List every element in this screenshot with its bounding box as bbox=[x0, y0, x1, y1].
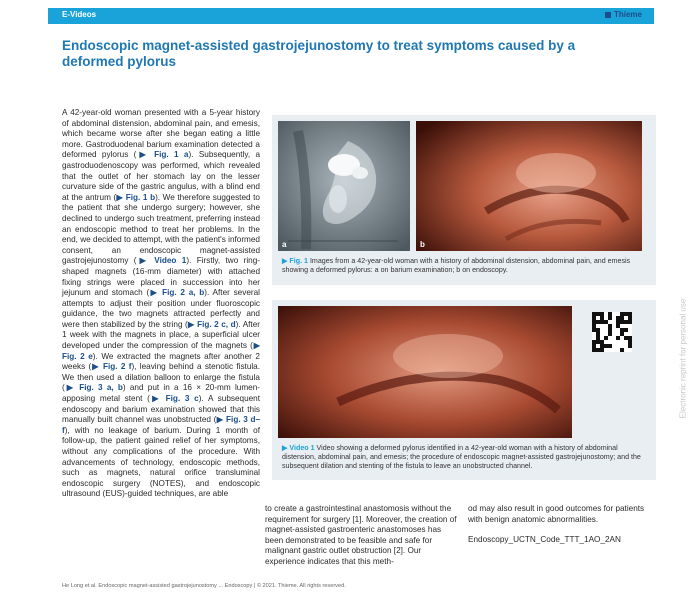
figure-reference-link[interactable]: ▶ Video 1 bbox=[136, 256, 187, 266]
body-text-segment: ). Subsequently, a gastroduodenoscopy was performed, which revealed that the outlet of her stomach lay on the lesser curvature side of the gastric angulus, with a blind end at the antrum ( bbox=[62, 150, 260, 202]
figure-1-caption-label: ▶ Fig. 1 bbox=[282, 257, 308, 265]
body-text-segment: ). A subsequent endoscopy and barium examination showed that this manually built channel was unobstructed ( bbox=[62, 394, 261, 425]
publisher-logo bbox=[605, 10, 642, 19]
figure-reference-link[interactable]: ▶ Fig. 2 f bbox=[91, 362, 132, 372]
figure-reference-link[interactable]: ▶ Fig. 3 c bbox=[149, 394, 199, 404]
endoscopy-image bbox=[416, 121, 642, 251]
body-text-segment: ) and put in a 16 × 20-mm lumen-apposing metal stent ( bbox=[62, 383, 260, 404]
figure-reference-link[interactable]: ▶ Fig. 2 e bbox=[62, 341, 261, 361]
body-text-column-3 bbox=[468, 504, 658, 546]
body-text-column-1 bbox=[62, 108, 260, 500]
body-text-segment: A 42-year-old woman presented with a 5-year history of abdominal distension, abdominal pain, and emesis, which became worse after she began eating a little more. Gastroduodenal barium examination detected a deformed pylorus ( bbox=[62, 108, 260, 160]
figure-reference-link[interactable]: ▶ Fig. 2 c, d bbox=[187, 319, 236, 329]
figure-reference-link[interactable]: ▶ Fig. 3 d–f bbox=[62, 415, 260, 435]
body-text-column-2: to create a gastrointestinal anastomosis without the requirement for surgery [1]. Moreover, the creation of magnet-assisted gastroenteric anastomoses has been demonstrated to be feasible and safe for malignant gastric outlet obstruction [2]. Our experience indicates that this meth- bbox=[265, 504, 457, 566]
uctn-code: Endoscopy_UCTN_Code_TTT_1AO_2AN bbox=[468, 535, 621, 545]
page-footer: He Long et al. Endoscopic magnet-assisted gastrojejunostomy ... Endoscopy | © 2021. Thieme. All rights reserved. bbox=[62, 583, 346, 589]
thieme-logo-icon bbox=[605, 12, 611, 18]
video-1-caption-text: Video showing a deformed pylorus identified in a 42-year-old woman with a history of abdominal distension, abdominal pain, and emesis; the procedure of endoscopic magnet-assisted gastrojejunostomy; and the subsequent dilation and stenting of the fistula to leave an unobstructed channel. bbox=[282, 444, 641, 470]
section-header-bar bbox=[48, 8, 654, 24]
video-still-image[interactable] bbox=[278, 306, 572, 438]
body-text-segment: ). We therefore suggested to the patient that she undergo surgery; however, she declined to undergo such treatment, preferring instead an endoscopic method to treat her problems. In the end, we decided to attempt, with the patient's informed consent, an endoscopic magnet-assisted gastrojejunostomy ( bbox=[62, 192, 260, 266]
body-text-segment: ). Firstly, two ring-shaped magnets (16-mm diameter) with attached fixing strings were placed in succession into her jejunum and stomach ( bbox=[62, 256, 260, 298]
article-title: Endoscopic magnet-assisted gastrojejunostomy to treat symptoms caused by a deformed pylorus bbox=[62, 38, 576, 69]
barium-xray-image bbox=[278, 121, 410, 251]
publisher-name: Thieme bbox=[613, 10, 642, 19]
figure-1-caption bbox=[282, 257, 650, 275]
figure-reference-link[interactable]: ▶ Fig. 2 a, b bbox=[149, 288, 205, 298]
figure-reference-link[interactable]: ▶ Fig. 1 a bbox=[136, 150, 189, 160]
body-text-segment: ). We extracted the magnets after another 2 weeks ( bbox=[62, 351, 260, 372]
figure-reference-link[interactable]: ▶ Fig. 3 a, b bbox=[64, 383, 123, 393]
figure-1b-label: b bbox=[420, 240, 425, 249]
section-label: E-Videos bbox=[62, 10, 97, 19]
body-text-segment: ). After several attempts to adjust their position under fluoroscopic guidance, the two magnets attracted perfectly and were then stabilized by the string ( bbox=[62, 288, 260, 329]
body-text-segment: ), leaving behind a stenotic fistula. We then used a dilation balloon to enlarge the fistula ( bbox=[62, 362, 261, 393]
video-1-caption-label: ▶ Video 1 bbox=[282, 444, 315, 452]
side-watermark-text: Electronic reprint for personal use bbox=[678, 298, 688, 419]
figure-reference-link[interactable]: ▶ Fig. 1 b bbox=[116, 192, 156, 202]
body-text-conclusion: od may also result in good outcomes for patients with benign anatomic abnormalities. bbox=[468, 504, 645, 524]
video-1-caption bbox=[282, 444, 650, 471]
figure-1a-label: a bbox=[282, 240, 287, 249]
figure-1-caption-text: Images from a 42-year-old woman with a history of abdominal distension, abdominal pain, and emesis showing a deformed pylorus: a on barium examination; b on endoscopy. bbox=[282, 257, 631, 274]
body-text-segment: ), with no leakage of barium. During 1 month of follow-up, the patient gained relief of her symptoms, without any complications of the procedure. With advancements of technology, endoscopic methods, such as magnets, natural orifice transluminal endoscopic surgery (NOTES), and endoscopic ultrasound (EUS)-guided techniques, are able bbox=[62, 425, 260, 499]
video-1-box bbox=[272, 300, 656, 480]
qr-code-icon[interactable] bbox=[592, 312, 632, 352]
side-watermark bbox=[672, 286, 692, 436]
figure-1 bbox=[272, 115, 656, 285]
body-text-segment: ). After 1 week with the magnets in place, a superficial ulcer developed under the compression of the magnets ( bbox=[62, 319, 260, 351]
